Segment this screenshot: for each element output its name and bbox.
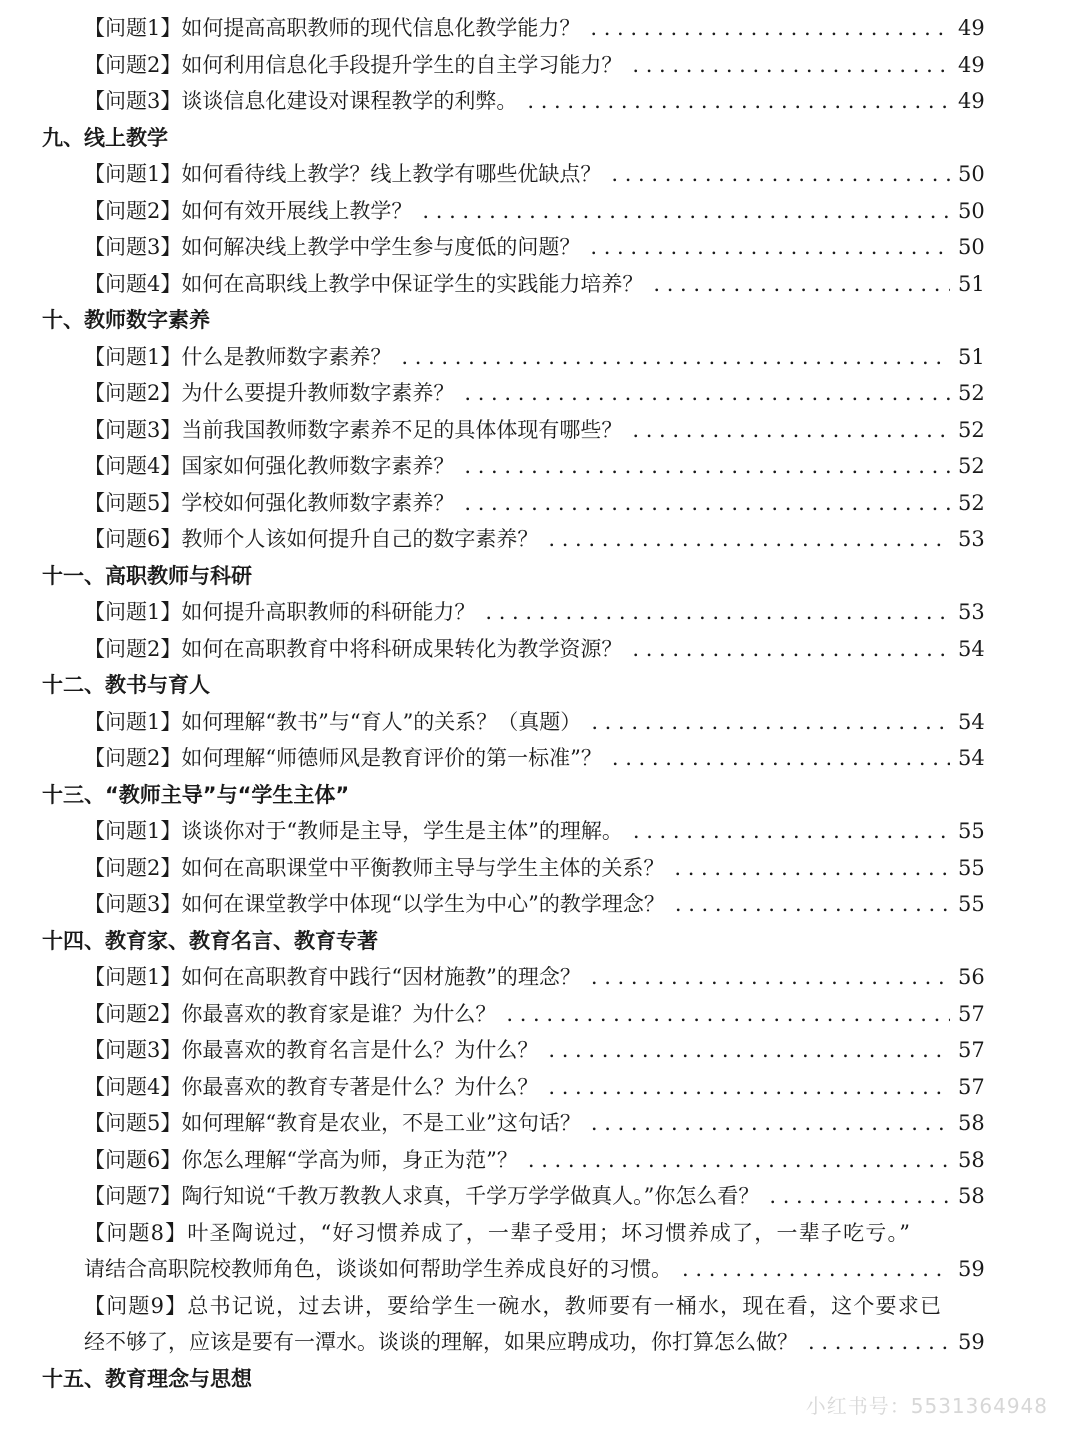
section-heading[interactable]: 十四、教育家、教育名言、教育专著: [42, 928, 378, 953]
toc-entry[interactable]: [0, 229, 1080, 266]
leader-dots: [485, 594, 950, 631]
toc-page-number: 58: [958, 1184, 985, 1208]
toc-entry-label: 【问题6】你怎么理解“学高为师，身正为范”？: [84, 1147, 518, 1172]
toc-page-number: 52: [958, 381, 985, 405]
toc-page-number: 58: [958, 1147, 985, 1172]
leader-dots: [632, 47, 950, 84]
toc-entry[interactable]: [0, 740, 1080, 777]
toc-entry-label: 【问题5】学校如何强化教师数字素养？: [84, 490, 455, 515]
toc-entry-label: 【问题1】谈谈你对于“教师是主导，学生是主体”的理解。: [84, 819, 623, 843]
toc-page-number: 55: [958, 855, 985, 880]
toc-entry-label: 【问题2】你最喜欢的教育家是谁？为什么？: [84, 1001, 497, 1026]
leader-dots: [632, 631, 950, 668]
toc-page-number: 55: [958, 819, 985, 843]
toc-entry-label: 【问题3】你最喜欢的教育名言是什么？为什么？: [84, 1038, 539, 1062]
toc-entry-label: 【问题1】如何在高职教育中践行“因材施教”的理念？: [84, 965, 581, 989]
leader-dots: [674, 850, 950, 887]
leader-dots: [590, 229, 950, 266]
toc-entry-label: 【问题3】当前我国教师数字素养不足的具体体现有哪些？: [84, 417, 623, 442]
toc-entry[interactable]: [0, 959, 1080, 996]
toc-page-number: 55: [958, 892, 985, 916]
toc-entry-label: 【问题2】如何在高职教育中将科研成果转化为教学资源？: [84, 636, 623, 661]
leader-dots: [612, 740, 950, 777]
toc-entry[interactable]: [0, 412, 1080, 449]
leader-dots: [591, 704, 950, 741]
watermark: 小红书号：5531364948: [805, 1394, 1048, 1418]
toc-entry-label: 【问题3】如何在课堂教学中体现“以学生为中心”的教学理念？: [84, 892, 665, 916]
toc-entry-label: 【问题8】叶圣陶说过，“好习惯养成了，一辈子受用；坏习惯养成了，一辈子吃亏。”: [84, 1220, 912, 1245]
toc-entry-label: 【问题2】如何利用信息化手段提升学生的自主学习能力？: [84, 52, 623, 77]
toc-page-number: 54: [958, 746, 985, 770]
toc-entry[interactable]: [0, 339, 1080, 376]
toc-page-number: 57: [958, 1074, 985, 1099]
toc-entry-label: 【问题1】如何看待线上教学？线上教学有哪些优缺点？: [84, 162, 602, 186]
toc-entry[interactable]: [0, 1105, 1080, 1142]
leader-dots: [682, 1251, 950, 1288]
leader-dots: [808, 1324, 950, 1361]
toc-page-number: 56: [958, 965, 985, 989]
leader-dots: [527, 83, 950, 120]
toc-page-number: 50: [958, 235, 985, 259]
toc-page-number: 53: [958, 600, 985, 624]
toc-section: [0, 302, 1080, 558]
leader-dots: [632, 412, 950, 449]
toc-entry-label: 【问题2】为什么要提升教师数字素养？: [84, 381, 455, 405]
toc-page-number: 57: [958, 1001, 985, 1026]
toc-entry[interactable]: [0, 1069, 1080, 1106]
toc-page-number: 52: [958, 454, 985, 478]
toc-section: [0, 667, 1080, 777]
toc-entry[interactable]: [0, 193, 1080, 230]
toc-entry[interactable]: [0, 1142, 1080, 1179]
toc-entry-label: 【问题2】如何在高职课堂中平衡教师主导与学生主体的关系？: [84, 855, 665, 880]
toc-page-number: 59: [958, 1330, 985, 1354]
toc-page-number: 49: [958, 89, 985, 113]
toc-entry-label: 【问题1】如何提高高职教师的现代信息化教学能力？: [84, 16, 581, 40]
section-heading[interactable]: 十三、“教师主导”与“学生主体”: [42, 782, 350, 807]
toc-entry[interactable]: [0, 47, 1080, 84]
toc-entry-label: 【问题4】国家如何强化教师数字素养？: [84, 454, 455, 478]
toc-section: [0, 558, 1080, 668]
toc-entry[interactable]: [0, 813, 1080, 850]
toc-entry-label-cont: 经不够了，应该是要有一潭水。谈谈的理解，如果应聘成功，你打算怎么做？: [84, 1330, 798, 1354]
toc-entry-label: 【问题1】如何理解“教书”与“育人”的关系？（真题）: [84, 709, 582, 734]
leader-dots: [591, 1105, 950, 1142]
toc-section: [0, 120, 1080, 303]
leader-dots: [548, 1069, 950, 1106]
toc-entry[interactable]: [0, 521, 1080, 558]
leader-dots: [506, 996, 950, 1033]
toc-page-number: 52: [958, 490, 985, 515]
toc-entry-label: 【问题3】如何解决线上教学中学生参与度低的问题？: [84, 235, 581, 259]
leader-dots: [464, 485, 950, 522]
leader-dots: [675, 886, 950, 923]
leader-dots: [653, 266, 950, 303]
toc-page-number: 54: [958, 709, 985, 734]
leader-dots: [401, 339, 950, 376]
section-heading[interactable]: 十一、高职教师与科研: [42, 563, 252, 588]
toc-entry[interactable]: [0, 375, 1080, 412]
toc-entry[interactable]: [0, 448, 1080, 485]
toc-section: [0, 10, 1080, 120]
toc-page-number: 59: [958, 1257, 985, 1281]
leader-dots: [611, 156, 950, 193]
toc-page-number: 57: [958, 1038, 985, 1062]
toc-entry[interactable]: [0, 485, 1080, 522]
section-heading[interactable]: 十、教师数字素养: [42, 308, 210, 332]
toc-entry-multiline[interactable]: [0, 1215, 1080, 1288]
toc-entry[interactable]: [0, 704, 1080, 741]
toc-page-number: 53: [958, 527, 985, 551]
section-heading[interactable]: 十五、教育理念与思想: [42, 1366, 252, 1391]
toc-entry[interactable]: [0, 886, 1080, 923]
leader-dots: [548, 521, 950, 558]
toc-entry[interactable]: [0, 631, 1080, 668]
toc-entry-label: 【问题1】如何提升高职教师的科研能力？: [84, 600, 476, 624]
toc-page-number: 52: [958, 417, 985, 442]
toc-entry[interactable]: [0, 996, 1080, 1033]
toc-entry-label-cont: 请结合高职院校教师角色，谈谈如何帮助学生养成良好的习惯。: [84, 1257, 672, 1281]
toc-page-number: 54: [958, 636, 985, 661]
toc-entry-label: 【问题4】你最喜欢的教育专著是什么？为什么？: [84, 1074, 539, 1099]
toc-entry-label: 【问题9】总书记说，过去讲，要给学生一碗水，教师要有一桶水，现在看，这个要求已: [84, 1293, 943, 1318]
toc-entry-label: 【问题4】如何在高职线上教学中保证学生的实践能力培养？: [84, 271, 644, 296]
toc-entry-continuation: [0, 1324, 1080, 1361]
leader-dots: [422, 193, 950, 230]
toc-page-number: 50: [958, 162, 985, 186]
leader-dots: [548, 1032, 950, 1069]
leader-dots: [590, 10, 950, 47]
toc-entry[interactable]: [0, 850, 1080, 887]
toc-entry-continuation: [0, 1251, 1080, 1288]
toc-page-number: 58: [958, 1111, 985, 1135]
toc-entry[interactable]: [0, 266, 1080, 303]
toc-page-number: 51: [958, 344, 985, 369]
toc-entry[interactable]: [0, 1178, 1080, 1215]
section-heading[interactable]: 九、线上教学: [42, 125, 168, 150]
toc-entry[interactable]: [0, 594, 1080, 631]
leader-dots: [591, 959, 950, 996]
toc-entry-label: 【问题6】教师个人该如何提升自己的数字素养？: [84, 527, 539, 551]
toc-section: [0, 777, 1080, 923]
leader-dots: [464, 375, 950, 412]
toc-section: [0, 923, 1080, 1361]
table-of-contents: [0, 10, 1080, 1397]
section-heading[interactable]: 十二、教书与育人: [42, 673, 210, 697]
toc-entry-label: 【问题1】什么是教师数字素养？: [84, 344, 392, 369]
toc-entry[interactable]: [0, 156, 1080, 193]
toc-entry-label: 【问题5】如何理解“教育是农业，不是工业”这句话？: [84, 1111, 581, 1135]
toc-entry-label: 【问题7】陶行知说“千教万教教人求真，千学万学学做真人。”你怎么看？: [84, 1184, 760, 1208]
toc-page-number: 49: [958, 16, 985, 40]
leader-dots: [528, 1142, 950, 1179]
toc-page-number: 51: [958, 271, 985, 296]
leader-dots: [633, 813, 950, 850]
toc-entry-label: 【问题2】如何理解“师德师风是教育评价的第一标准”？: [84, 746, 602, 770]
toc-entry-multiline[interactable]: [0, 1288, 1080, 1361]
leader-dots: [769, 1178, 950, 1215]
toc-entry-label: 【问题3】谈谈信息化建设对课程教学的利弊。: [84, 89, 518, 113]
toc-page-number: 49: [958, 52, 985, 77]
toc-entry-label: 【问题2】如何有效开展线上教学？: [84, 198, 413, 223]
toc-entry[interactable]: [0, 83, 1080, 120]
toc-page-number: 50: [958, 198, 985, 223]
leader-dots: [464, 448, 950, 485]
toc-entry[interactable]: [0, 10, 1080, 47]
toc-entry[interactable]: [0, 1032, 1080, 1069]
